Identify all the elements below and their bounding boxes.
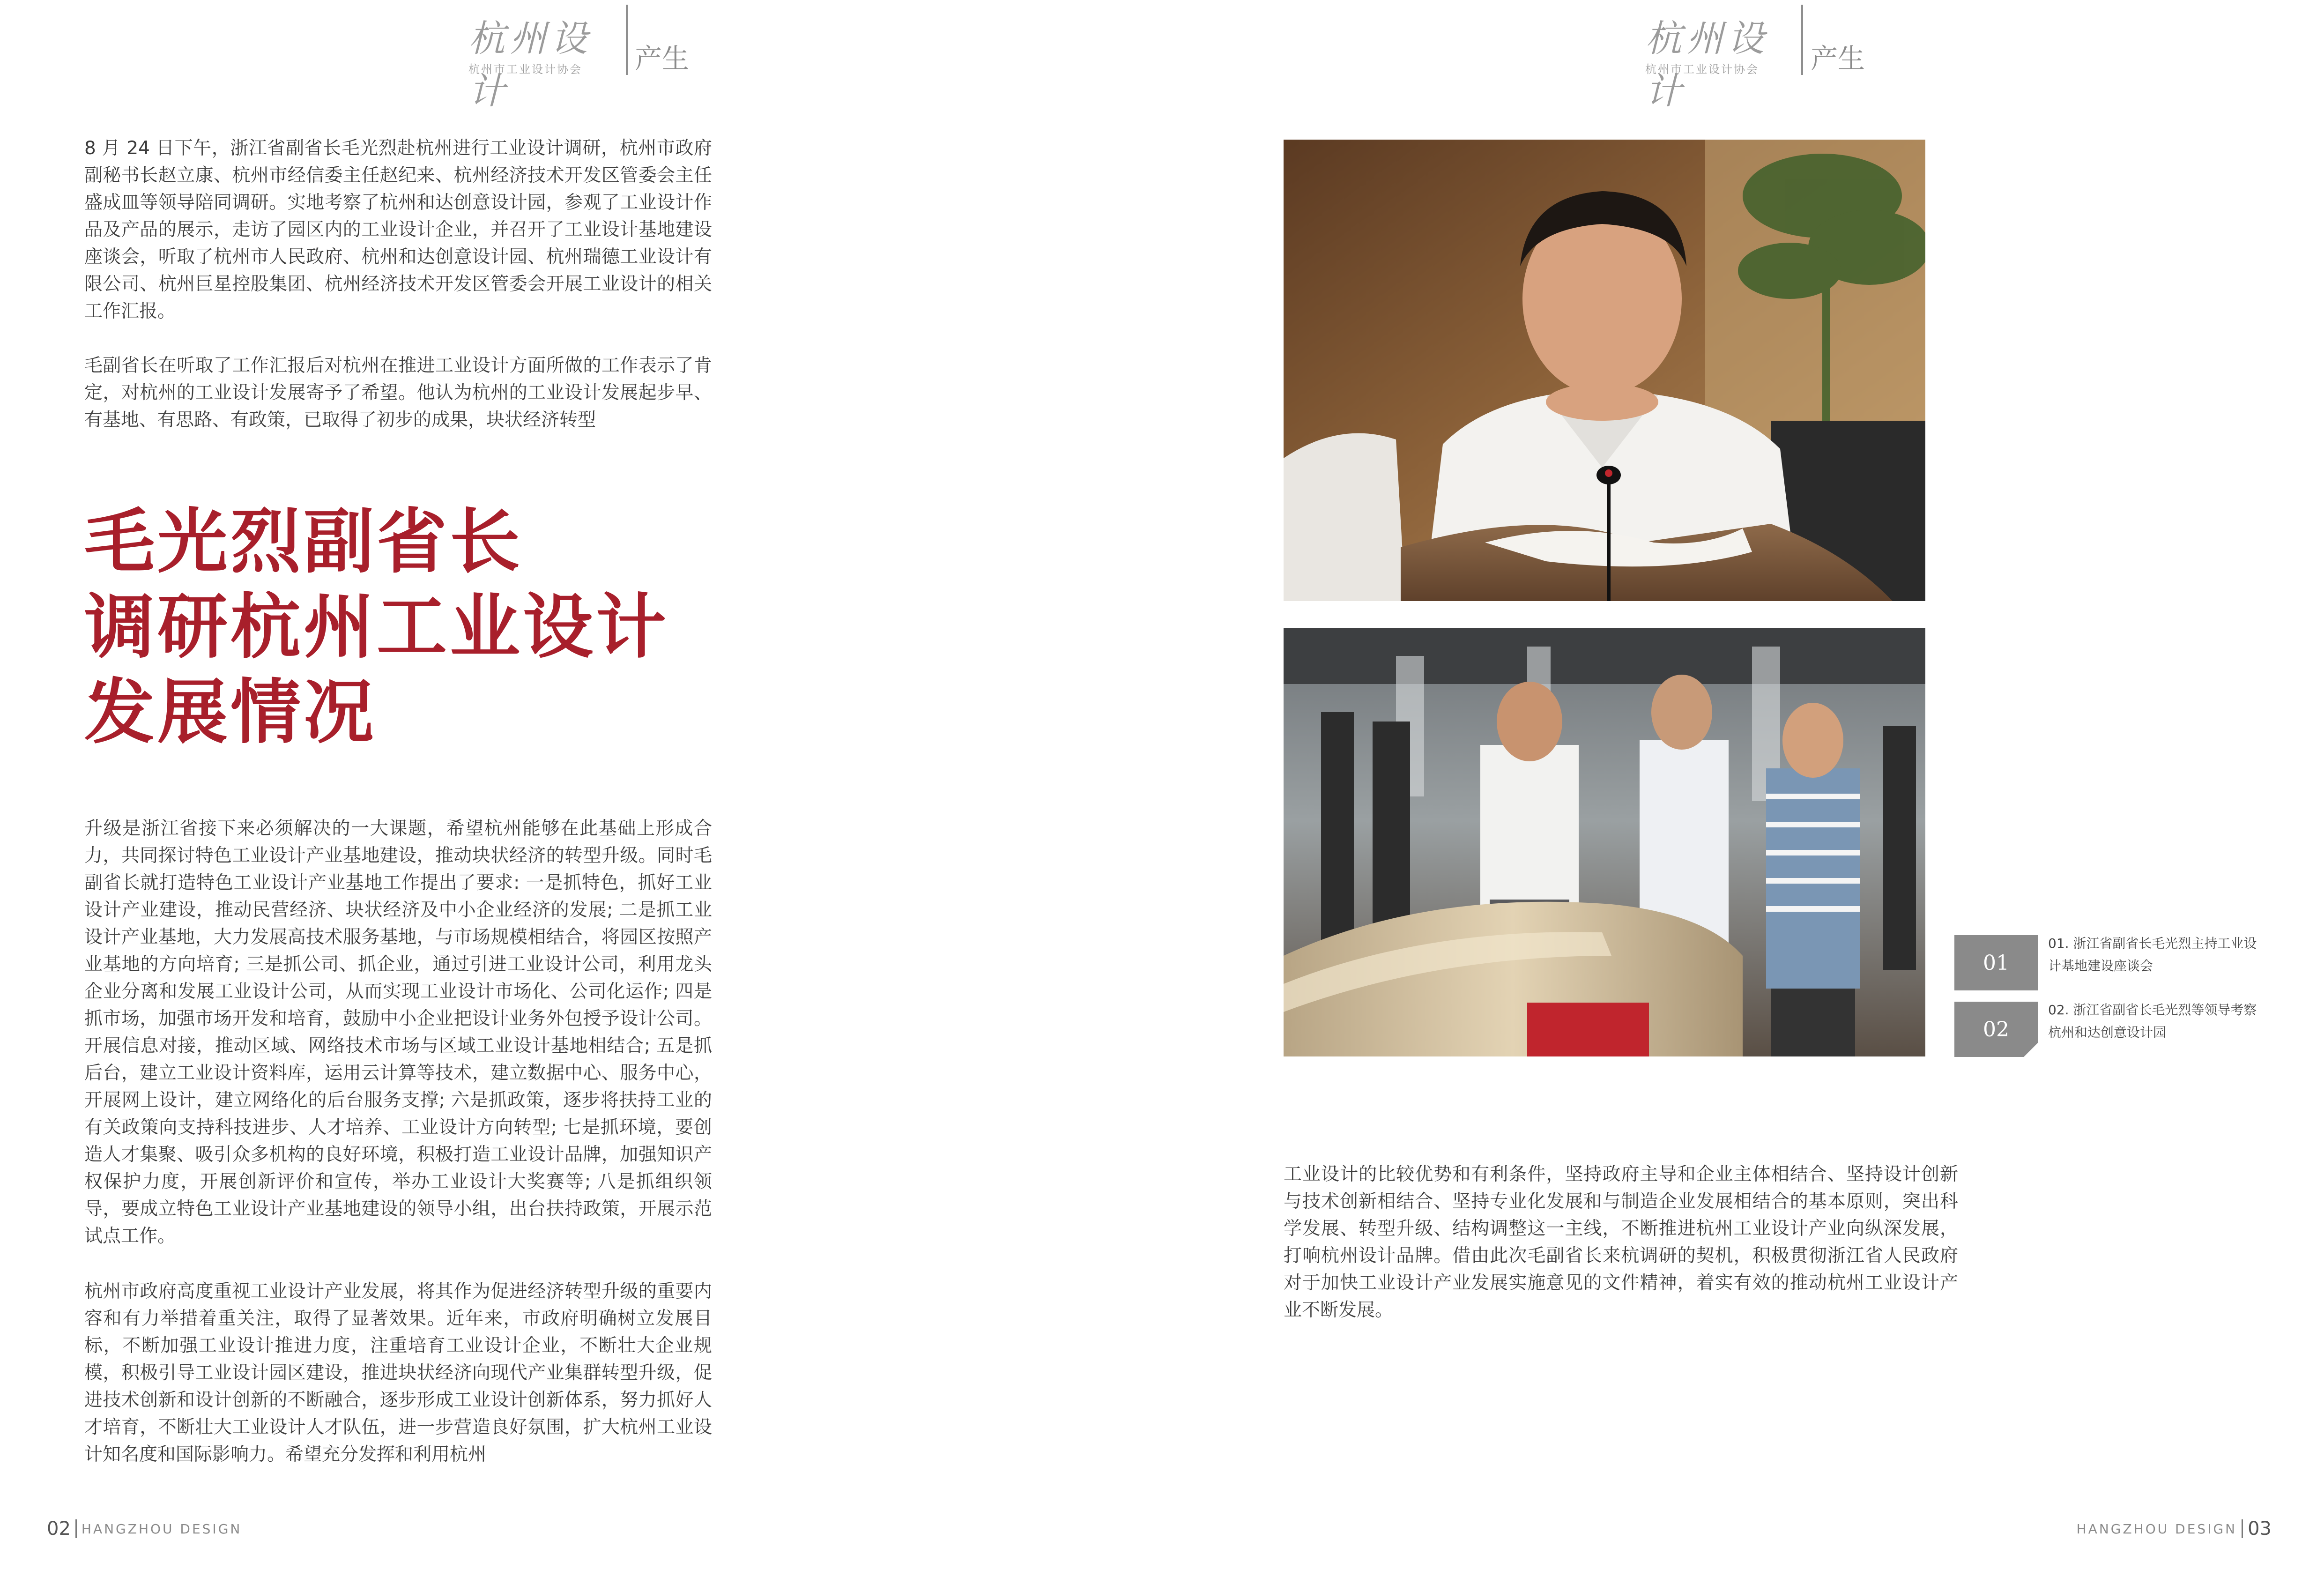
header-divider-left bbox=[626, 5, 628, 75]
headline-line-1: 毛光烈副省长 bbox=[84, 500, 523, 583]
photo-vice-governor-meeting bbox=[1284, 140, 1925, 601]
logo-subtitle: 杭州市工业设计协会 bbox=[1645, 63, 1759, 76]
header-logo-right bbox=[1645, 5, 1800, 112]
paragraph-requirements: 升级是浙江省接下来必须解决的一大课题，希望杭州能够在此基础上形成合力，共同探讨特色工业设计产业基地建设，推动块状经济的转型升级。同时毛副省长就打造特色工业设计产业基地工作提出了要求: 一是抓特色，抓好工业设计产业建设，推动民营经济、块状经济及中小企业经济的发展; 二是抓工业设计产业基地，大力发展高技术服务基地，与市场规模相结合，将园区按照产业基地的方向培育; 三是抓公司、抓企业，通过引进工业设计公司，利用龙头企业分离和发展工业设计公司，从而实现工业设计市场化、公司化运作; 四是抓市场，加强市场开发和培育，鼓励中小企业把设计业务外包授予设计公司。开展信息对接，推动区域、网络技术市场与区域工业设计基地相结合; 五是抓后台，建立工业设计资料库，运用云计算等技术，建立数据中心、服务中心，开展网上设计，建立网络化的后台服务支撑; 六是抓政策，逐步将扶持工业的有关政策向支持科技进步、人才培养、工业设计方向转型; 七是抓环境，要创造人才集聚、吸引众多机构的良好环境，积极打造工业设计品牌，加强知识产权保护力度，开展创新评价和宣传，举办工业设计大奖赛等; 八是抓组织领导，要成立特色工业设计产业基地建设的领导小组，出台扶持政策，开展示范试点工作。 bbox=[84, 818, 712, 1247]
footer-brand-right: HANGZHOU DESIGN bbox=[2076, 1521, 2237, 1537]
footer-divider bbox=[2242, 1519, 2243, 1538]
caption-number-02: 02 bbox=[1954, 1002, 2038, 1057]
logo-script-text: 杭州设计 bbox=[1645, 18, 1769, 112]
caption-number-01: 01 bbox=[1954, 935, 2038, 990]
footer-right bbox=[2077, 1518, 2272, 1540]
headline-line-2: 调研杭州工业设计 bbox=[84, 586, 669, 668]
section-label-right: 产生 bbox=[1811, 43, 1865, 74]
page-number-right: 03 bbox=[2248, 1518, 2272, 1540]
paragraph-conclusion: 工业设计的比较优势和有利条件，坚持政府主导和企业主体相结合、坚持设计创新与技术创新相结合、坚持专业化发展和与制造企业发展相结合的基本原则，突出科学发展、转型升级、结构调整这一主线，不断推进杭州工业设计产业向纵深发展，打响杭州设计品牌。借由此次毛副省长来杭调研的契机，积极贯彻浙江省人民政府对于加快工业设计产业发展实施意见的文件精神，着实有效的推动杭州工业设计产业不断发展。 bbox=[1284, 1164, 1958, 1321]
header-divider-right bbox=[1801, 5, 1803, 75]
footer-brand-left: HANGZHOU DESIGN bbox=[81, 1521, 242, 1537]
paragraph-comments: 毛副省长在听取了工作汇报后对杭州在推进工业设计方面所做的工作表示了肯定，对杭州的工业设计发展寄予了希望。他认为杭州的工业设计发展起步早、有基地、有思路、有政策，已取得了初步的成果，块状经济转型 bbox=[84, 355, 712, 431]
caption-text-02: 02. 浙江省副省长毛光烈等领导考察杭州和达创意设计园 bbox=[2048, 1002, 2257, 1040]
paragraph-intro: 8 月 24 日下午，浙江省副省长毛光烈赴杭州进行工业设计调研，杭州市政府副秘书长赵立康、杭州市经信委主任赵纪来、杭州经济技术开发区管委会主任盛成皿等领导陪同调研。实地考察了杭州和达创意设计园，参观了工业设计作品及产品的展示，走访了园区内的工业设计企业，并召开了工业设计基地建设座谈会，听取了杭州市人民政府、杭州和达创意设计园、杭州瑞德工业设计有限公司、杭州巨星控股集团、杭州经济技术开发区管委会开展工业设计的相关工作汇报。 bbox=[84, 138, 712, 322]
paragraph-government: 杭州市政府高度重视工业设计产业发展，将其作为促进经济转型升级的重要内容和有力举措着重关注，取得了显著效果。近年来，市政府明确树立发展目标，不断加强工业设计推进力度，注重培育工业设计企业，不断壮大企业规模，积极引导工业设计园区建设，推进块状经济向现代产业集群转型升级，促进技术创新和设计创新的不断融合，逐步形成工业设计创新体系，努力抓好人才培育，不断壮大工业设计人才队伍，进一步营造良好氛围，扩大杭州工业设计知名度和国际影响力。希望充分发挥和利用杭州 bbox=[84, 1281, 712, 1465]
article-headline bbox=[84, 499, 669, 755]
logo-subtitle: 杭州市工业设计协会 bbox=[468, 63, 582, 76]
logo-script-text: 杭州设计 bbox=[468, 18, 593, 112]
page-number-left: 02 bbox=[47, 1518, 71, 1540]
section-label-left: 产生 bbox=[635, 43, 690, 74]
photo-design-park-visit bbox=[1284, 628, 1925, 1056]
header-logo-left bbox=[468, 5, 623, 112]
caption-text-01: 01. 浙江省副省长毛光烈主持工业设计基地建设座谈会 bbox=[2048, 936, 2257, 974]
headline-line-3: 发展情况 bbox=[84, 671, 377, 753]
footer-divider bbox=[75, 1519, 77, 1538]
footer-left bbox=[47, 1518, 242, 1540]
